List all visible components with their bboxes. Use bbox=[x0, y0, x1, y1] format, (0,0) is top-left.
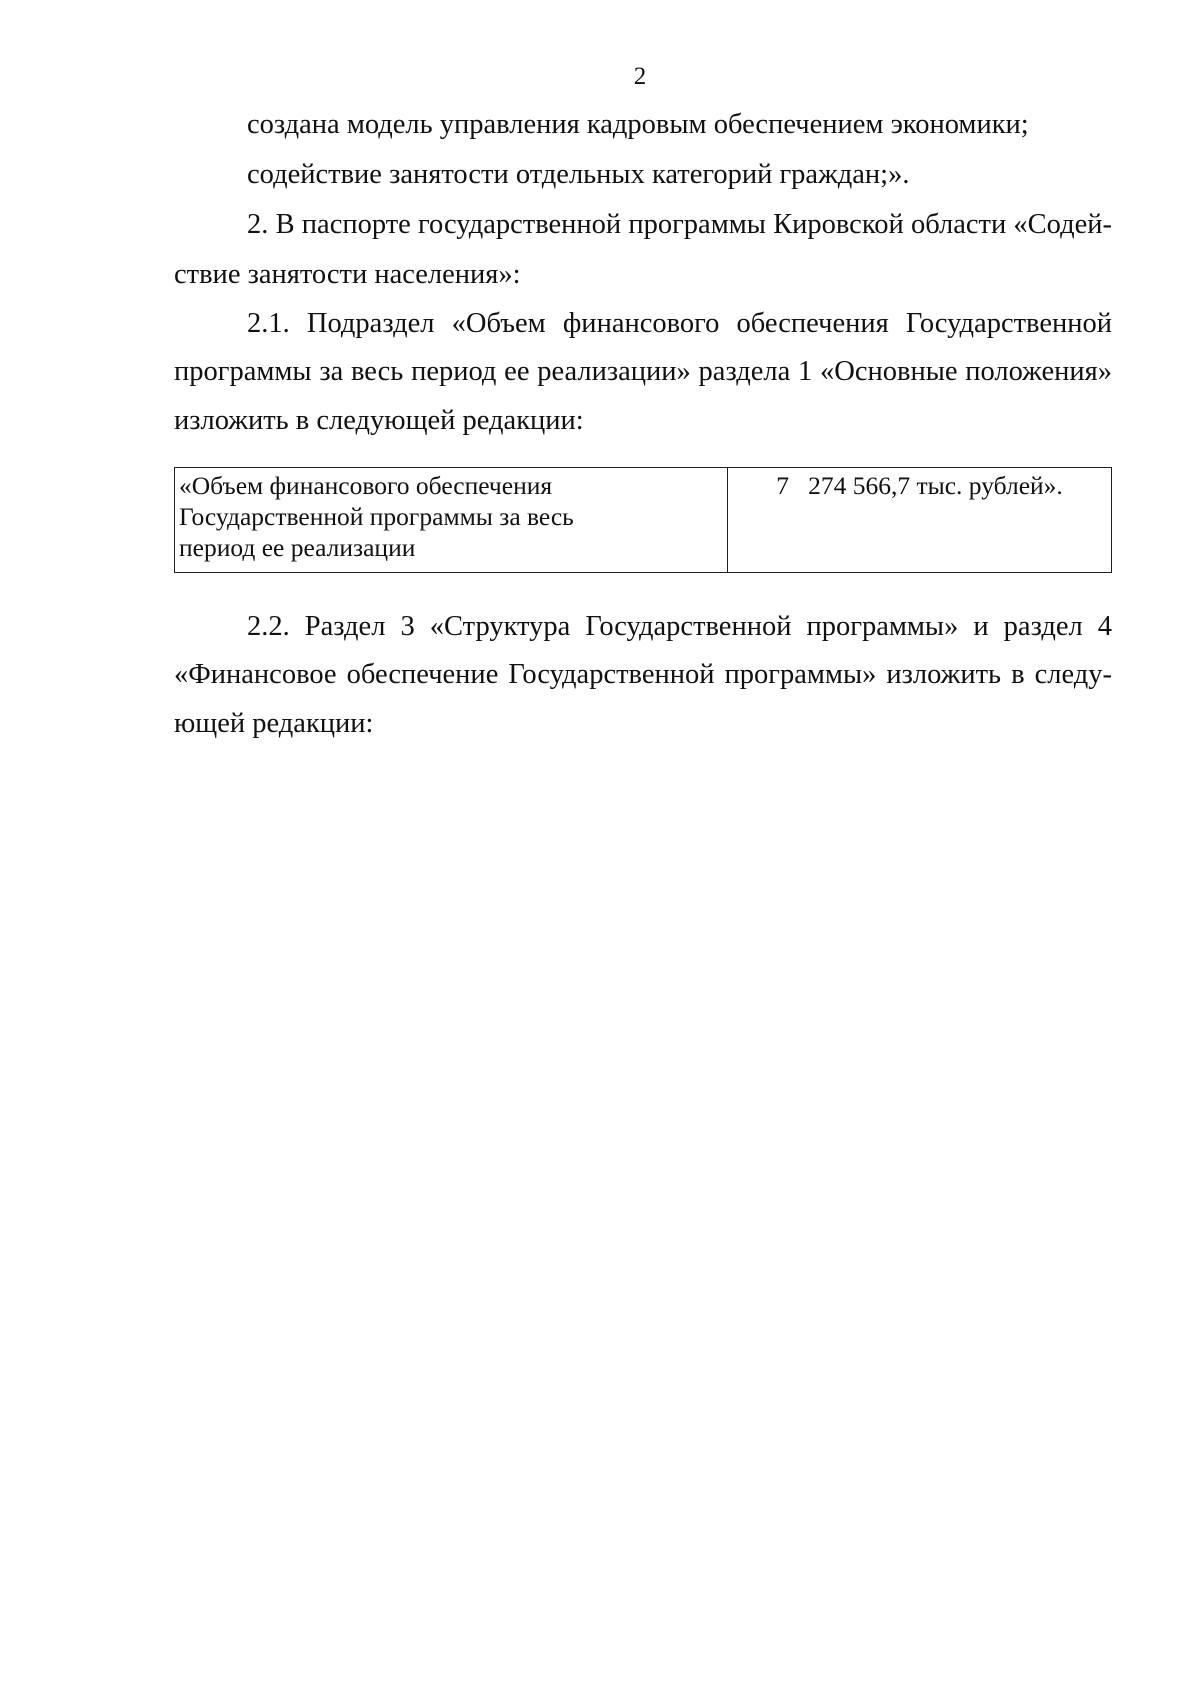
paragraph-line: изложить в следующей редакции: bbox=[174, 405, 584, 436]
table-label-line: Государственной программы за весь bbox=[179, 502, 574, 531]
table-row bbox=[175, 468, 1112, 573]
table-label-line: период ее реализации bbox=[179, 533, 416, 562]
paragraph-line: содействие занятости отдельных категорий граждан;». bbox=[247, 159, 910, 190]
funding-table bbox=[174, 467, 1112, 573]
funding-amount: 7 274 566,7 тыс. рублей». bbox=[776, 471, 1063, 500]
paragraph-line: 2.2. Раздел 3 «Структура Государственной программы» и раздел 4 bbox=[247, 611, 1112, 642]
paragraph-line: ствие занятости населения»: bbox=[174, 259, 521, 290]
table-cell-value bbox=[728, 468, 1112, 573]
paragraph-line: 2.1. Подраздел «Объем финансового обеспечения Государственной bbox=[247, 308, 1112, 339]
table-cell-label bbox=[175, 468, 728, 573]
paragraph-line: программы за весь период ее реализации» раздела 1 «Основные положения» bbox=[174, 356, 1112, 387]
page-number: 2 bbox=[633, 63, 647, 90]
paragraph-line: ющей редакции: bbox=[174, 708, 374, 739]
table-label-line: «Объем финансового обеспечения bbox=[179, 471, 553, 500]
paragraph-line: 2. В паспорте государственной программы Кировской области «Содей- bbox=[247, 209, 1112, 240]
paragraph-line: создана модель управления кадровым обеспечением экономики; bbox=[247, 109, 1029, 140]
paragraph-line: «Финансовое обеспечение Государственной программы» изложить в следу- bbox=[174, 659, 1112, 690]
